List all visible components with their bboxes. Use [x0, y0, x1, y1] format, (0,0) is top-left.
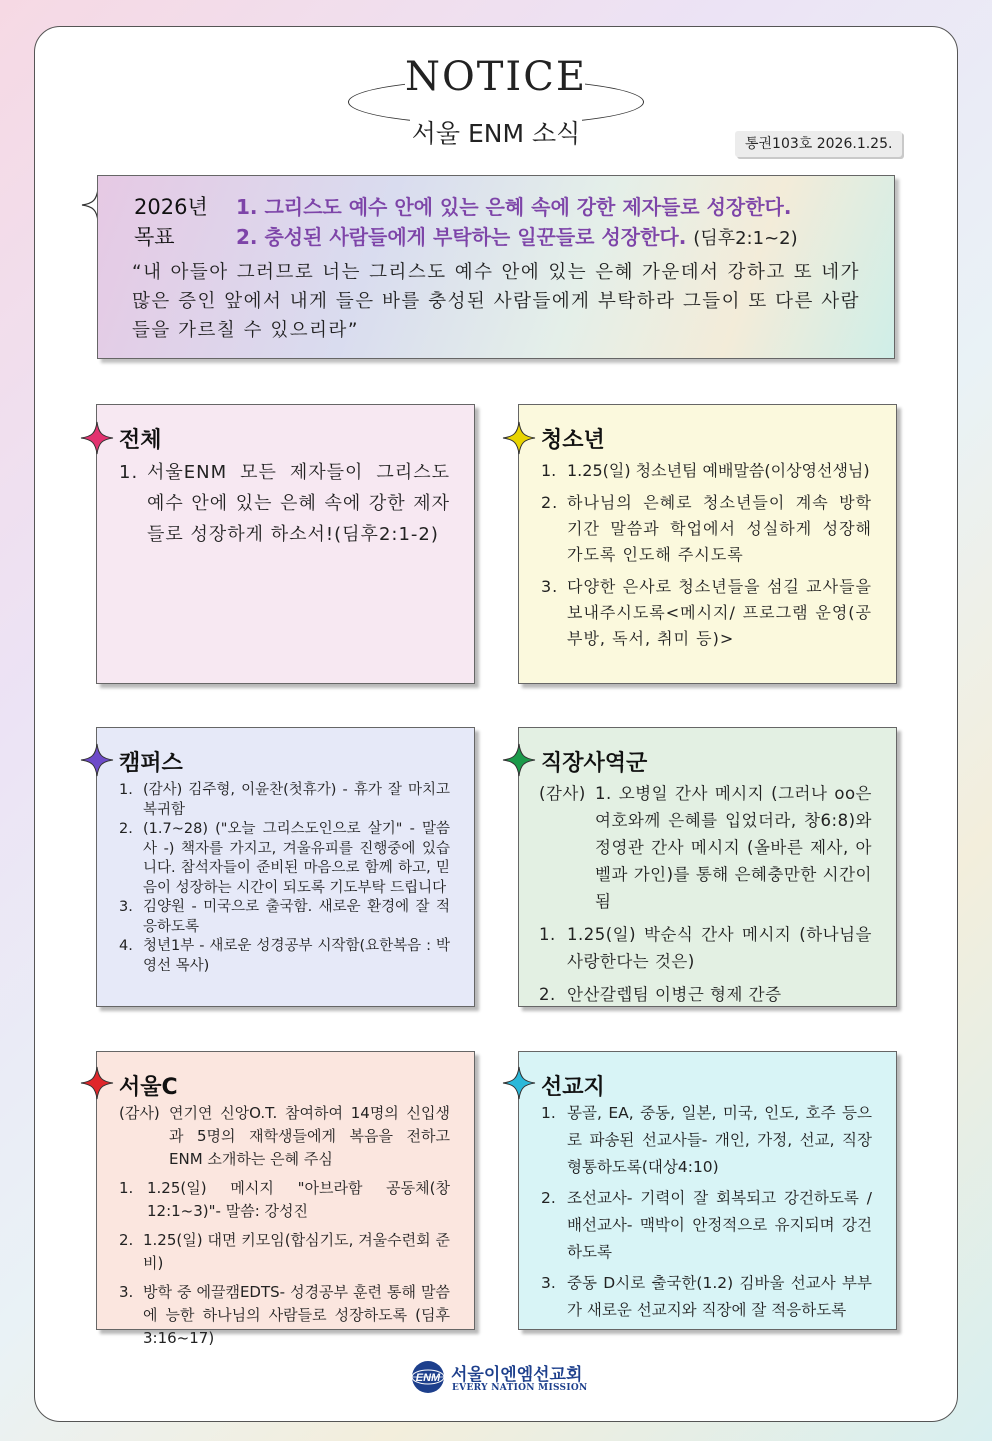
card-body	[541, 458, 872, 652]
item-text: 조선교사- 기력이 잘 회복되고 강건하도록 / 배선교사- 맥박이 안정적으로 유지되며 강건하도록	[567, 1189, 872, 1261]
card-body	[539, 780, 872, 1008]
item-number: (감사)	[119, 1104, 160, 1122]
item-text: 1.25(일) 박순식 간사 메시지 (하나님을 사랑한다는 것은)	[567, 925, 872, 971]
item-text: (1.7~28) ("오늘 그리스도인으로 살기" - 말씀사 -) 책자를 가지고, 겨울유피를 진행중에 있습니다. 참석자들이 준비된 마음으로 함께 하고, 믿음이 성장하는 시간이 되도록 기도부탁 드립니다	[143, 821, 450, 896]
item-text: 방학 중 에끌캠EDTS- 성경공부 훈련 통해 말씀에 능한 하나님의 사람들로 성장하도록 (딤후3:16~17)	[143, 1283, 450, 1347]
goal-label	[134, 192, 208, 252]
item-text: 중동 D시로 출국한(1.2) 김바울 선교사 부부가 새로운 선교지와 직장에 잘 적응하도록	[567, 1274, 872, 1319]
card-all	[96, 404, 475, 684]
card-body	[119, 1102, 450, 1350]
item-number: 3.	[119, 899, 133, 915]
sparkle-green-icon	[502, 743, 536, 777]
item-number: 3.	[119, 1283, 134, 1301]
list-item	[541, 458, 872, 484]
item-number: 1.	[119, 782, 133, 798]
card-workplace	[518, 727, 897, 1007]
sparkle-purple-icon	[80, 743, 114, 777]
item-text: 1.25(일) 청소년팀 예배말씀(이상영선생님)	[567, 461, 870, 480]
goal-box	[97, 175, 895, 359]
item-number: 1.	[119, 1179, 134, 1197]
goal-verse: “내 아들아 그러므로 너는 그리스도 예수 안에 있는 은혜 가운데서 강하고 또 네가 많은 증인 앞에서 내게 들은 바를 충성된 사람들에게 부탁하라 그들이 또 다른 사람들을 가르칠 수 있으리라”	[132, 262, 860, 341]
item-text: 몽골, EA, 중동, 일본, 미국, 인도, 호주 등으로 파송된 선교사들- 개인, 가정, 선교, 직장 형통하도록(대상4:10)	[567, 1104, 872, 1176]
card-body	[541, 1100, 872, 1324]
church-english-name: EVERY NATION MISSION	[452, 1383, 588, 1393]
item-number: 2.	[119, 1231, 134, 1249]
list-item	[119, 1229, 450, 1275]
item-number: 2.	[541, 493, 559, 512]
card-body	[119, 457, 450, 550]
issue-tag: 통권103호 2026.1.25.	[735, 131, 902, 157]
card-seoulc	[96, 1051, 475, 1347]
item-text: 서울ENM 모든 제자들이 그리스도 예수 안에 있는 은혜 속에 강한 제자들로 성장하게 하소서!(딤후2:1-2)	[147, 462, 450, 545]
item-text: 하나님의 은혜로 청소년들이 계속 방학 기간 말씀과 학업에서 성실하게 성장해 가도록 인도해 주시도록	[567, 493, 872, 564]
list-item	[119, 820, 450, 898]
list-item	[119, 937, 450, 976]
card-mission	[518, 1051, 897, 1330]
list-item	[539, 981, 872, 1008]
item-number: 3.	[541, 577, 559, 596]
item-text: 다양한 은사로 청소년들을 섬길 교사들을 보내주시도록<메시지/ 프로그램 운영(공부방, 독서, 취미 등)>	[567, 577, 872, 648]
list-item	[539, 921, 872, 975]
item-number: 3.	[541, 1274, 556, 1292]
goal-line-1: 1. 그리스도 예수 안에 있는 은혜 속에 강한 제자들로 성장한다.	[236, 195, 792, 219]
list-item	[119, 1102, 450, 1171]
list-item	[541, 1100, 872, 1181]
item-number: 2.	[541, 1189, 556, 1207]
card-title: 서울C	[119, 1075, 178, 1100]
sparkle-pink-icon	[80, 421, 114, 455]
item-number: 1.	[119, 462, 139, 483]
item-number: 1.	[541, 1104, 556, 1122]
goal-reference: (딤후2:1~2)	[693, 228, 798, 249]
list-item	[119, 1177, 450, 1223]
card-title: 직장사역군	[541, 751, 648, 776]
enm-globe-logo-icon	[410, 1359, 446, 1395]
item-text: 1.25(일) 메시지 "아브라함 공동체(창12:1~3)"- 말씀: 강성진	[147, 1179, 450, 1220]
item-number: 4.	[119, 938, 133, 954]
item-text: (감사) 김주형, 이윤찬(첫휴가) - 휴가 잘 마치고 복귀함	[143, 782, 450, 818]
list-item	[541, 490, 872, 568]
card-title: 청소년	[541, 428, 605, 453]
list-item	[541, 574, 872, 652]
item-number: 1.	[539, 925, 556, 944]
item-text: 1. 오병일 간사 메시지 (그러나 oo은 여호와께 은혜를 입었더라, 창6:8)와 정영관 간사 메시지 (올바른 제사, 아벨과 가인)를 통해 은혜충만한 시간이 됨	[595, 784, 872, 911]
list-item	[541, 1270, 872, 1324]
logo-text: ENM	[415, 1372, 441, 1384]
card-title: 전체	[119, 428, 162, 453]
goal-lines	[236, 192, 798, 254]
church-name: 서울이엔엠선교회	[451, 1365, 583, 1385]
list-item	[119, 457, 450, 550]
goal-line-2: 2. 충성된 사람들에게 부탁하는 일꾼들로 성장한다.	[236, 225, 687, 249]
item-text: 안산갈렙팀 이병근 형제 간증	[567, 985, 782, 1004]
item-number: 2.	[539, 985, 556, 1004]
item-text: 청년1부 - 새로운 성경공부 시작함(요한복음 : 박영선 목사)	[143, 938, 450, 974]
card-title: 선교지	[541, 1075, 605, 1100]
card-youth	[518, 404, 897, 684]
notice-title: NOTICE	[404, 54, 588, 100]
list-item	[119, 781, 450, 820]
card-body	[119, 781, 450, 976]
sparkle-red-icon	[80, 1066, 114, 1100]
item-number: 1.	[541, 461, 557, 480]
card-campus	[96, 727, 475, 1007]
item-number: 2.	[119, 821, 133, 837]
sparkle-yellow-icon	[502, 421, 536, 455]
list-item	[539, 780, 872, 915]
goal-label-text: 목표	[134, 225, 175, 249]
list-item	[119, 898, 450, 937]
sparkle-cyan-icon	[502, 1066, 536, 1100]
item-text: 1.25(일) 대면 키모임(합심기도, 겨울수련회 준비)	[143, 1231, 450, 1272]
list-item	[119, 1281, 450, 1350]
notice-subtitle: 서울 ENM 소식	[411, 119, 581, 148]
goal-year: 2026년	[134, 195, 208, 219]
item-number: (감사)	[539, 784, 586, 803]
item-text: 김양원 - 미국으로 출국함. 새로운 환경에 잘 적응하도록	[143, 899, 450, 935]
card-title: 캠퍼스	[119, 751, 183, 776]
list-item	[541, 1185, 872, 1266]
item-text: 연기연 신앙O.T. 참여하여 14명의 신입생과 5명의 재학생들에게 복음을 전하고 ENM 소개하는 은혜 주심	[169, 1104, 450, 1168]
